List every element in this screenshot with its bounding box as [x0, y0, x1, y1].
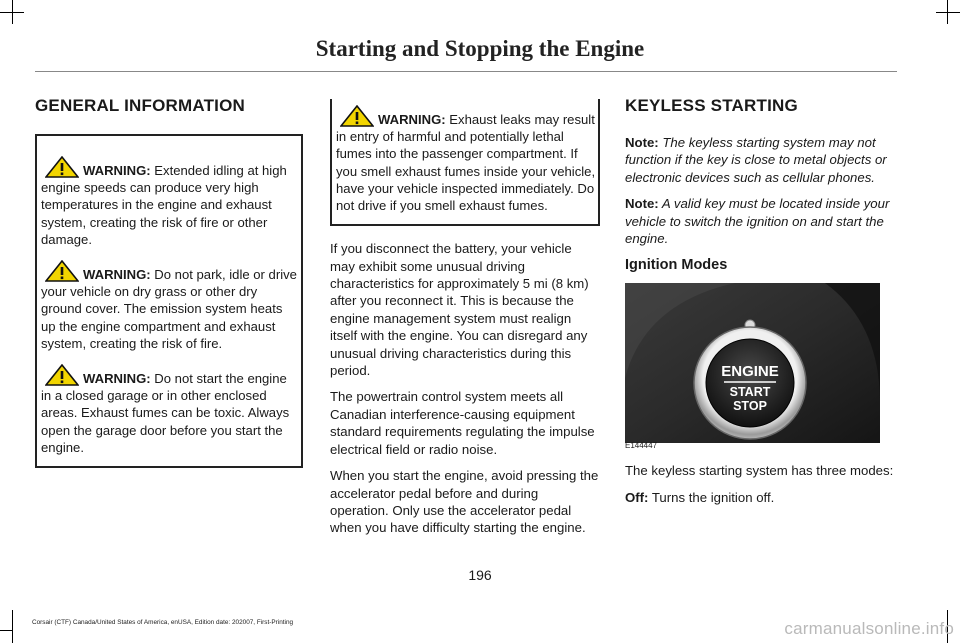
- button-label-stop: STOP: [733, 399, 767, 414]
- watermark: carmanualsonline.info: [784, 619, 954, 638]
- crop-mark: [12, 0, 13, 24]
- engine-start-stop-button-illustration: [625, 283, 880, 443]
- figure-id: E144447: [625, 441, 658, 451]
- warning-triangle-icon: [45, 364, 79, 386]
- body-paragraph: The keyless starting system has three modes:: [625, 463, 894, 479]
- warning-triangle-icon: [340, 105, 374, 127]
- mode-item: Off: Turns the ignition off.: [625, 489, 775, 505]
- body-paragraph: The powertrain control system meets all Canadian interference-causing equipment standard requirements regulating the impulse electrical field or radio noise.: [330, 389, 595, 457]
- page-number: 196: [468, 567, 492, 583]
- warning-triangle-icon: [45, 260, 79, 282]
- crop-mark: [947, 0, 948, 24]
- body-paragraph: When you start the engine, avoid pressing the accelerator pedal before and during operation. Only use the accelerator pedal when you have difficulty starting the engine.: [330, 468, 599, 536]
- middle-column: [330, 99, 600, 546]
- crop-mark: [12, 610, 13, 643]
- button-label-engine: ENGINE: [721, 363, 779, 381]
- crop-mark: [0, 630, 12, 631]
- body-paragraph: If you disconnect the battery, your vehicle may exhibit some unusual driving characteristics for approximately 5 mi (8 km) after you reconnect it. This is because the engine management system must realign itself with the engine. You can disregard any unusual driving characteristics during this period.: [330, 241, 589, 379]
- note: Note: The keyless starting system may not function if the key is close to metal objects or electronic devices such as cellular phones.: [625, 135, 887, 185]
- warning-item: WARNING: Exhaust leaks may result in entry of harmful and potentially lethal fumes into the passenger compartment. If you smell exhaust fumes inside your vehicle, have your vehicle inspected immediately. Do not drive if you smell exhaust fumes.: [336, 105, 596, 214]
- warning-box: [330, 99, 600, 226]
- header-divider: [35, 71, 897, 72]
- warning-box: [35, 134, 303, 468]
- section-heading-general-information: GENERAL INFORMATION: [35, 96, 245, 115]
- note: Note: A valid key must be located inside your vehicle to switch the ignition on and start the engine.: [625, 196, 890, 247]
- warning-item: WARNING: Extended idling at high engine speeds can produce very high temperatures in the engine and exhaust system, creating the risk of fire or other damage.: [41, 156, 299, 248]
- subheading-ignition-modes: Ignition Modes: [625, 257, 728, 274]
- crop-mark: [936, 12, 960, 13]
- page-title: Starting and Stopping the Engine: [315, 36, 645, 61]
- warning-item: WARNING: Do not park, idle or drive your vehicle on dry grass or other dry ground cover. The emission system heats up the engine compartment and exhaust system, creating the risk of fire.: [41, 260, 299, 352]
- engine-start-button-figure: [625, 283, 880, 451]
- left-column: [35, 96, 303, 468]
- warning-triangle-icon: [45, 156, 79, 178]
- button-label-start: START: [729, 385, 771, 400]
- right-column: [625, 96, 895, 515]
- footer-text: Corsair (CTF) Canada/United States of America, enUSA, Edition date: 202007, First-Printing: [32, 619, 294, 626]
- warning-item: WARNING: Do not start the engine in a closed garage or in other enclosed areas. Exhaust fumes can be toxic. Always open the garage door before you start the engine.: [41, 364, 299, 456]
- section-heading-keyless-starting: KEYLESS STARTING: [625, 96, 798, 115]
